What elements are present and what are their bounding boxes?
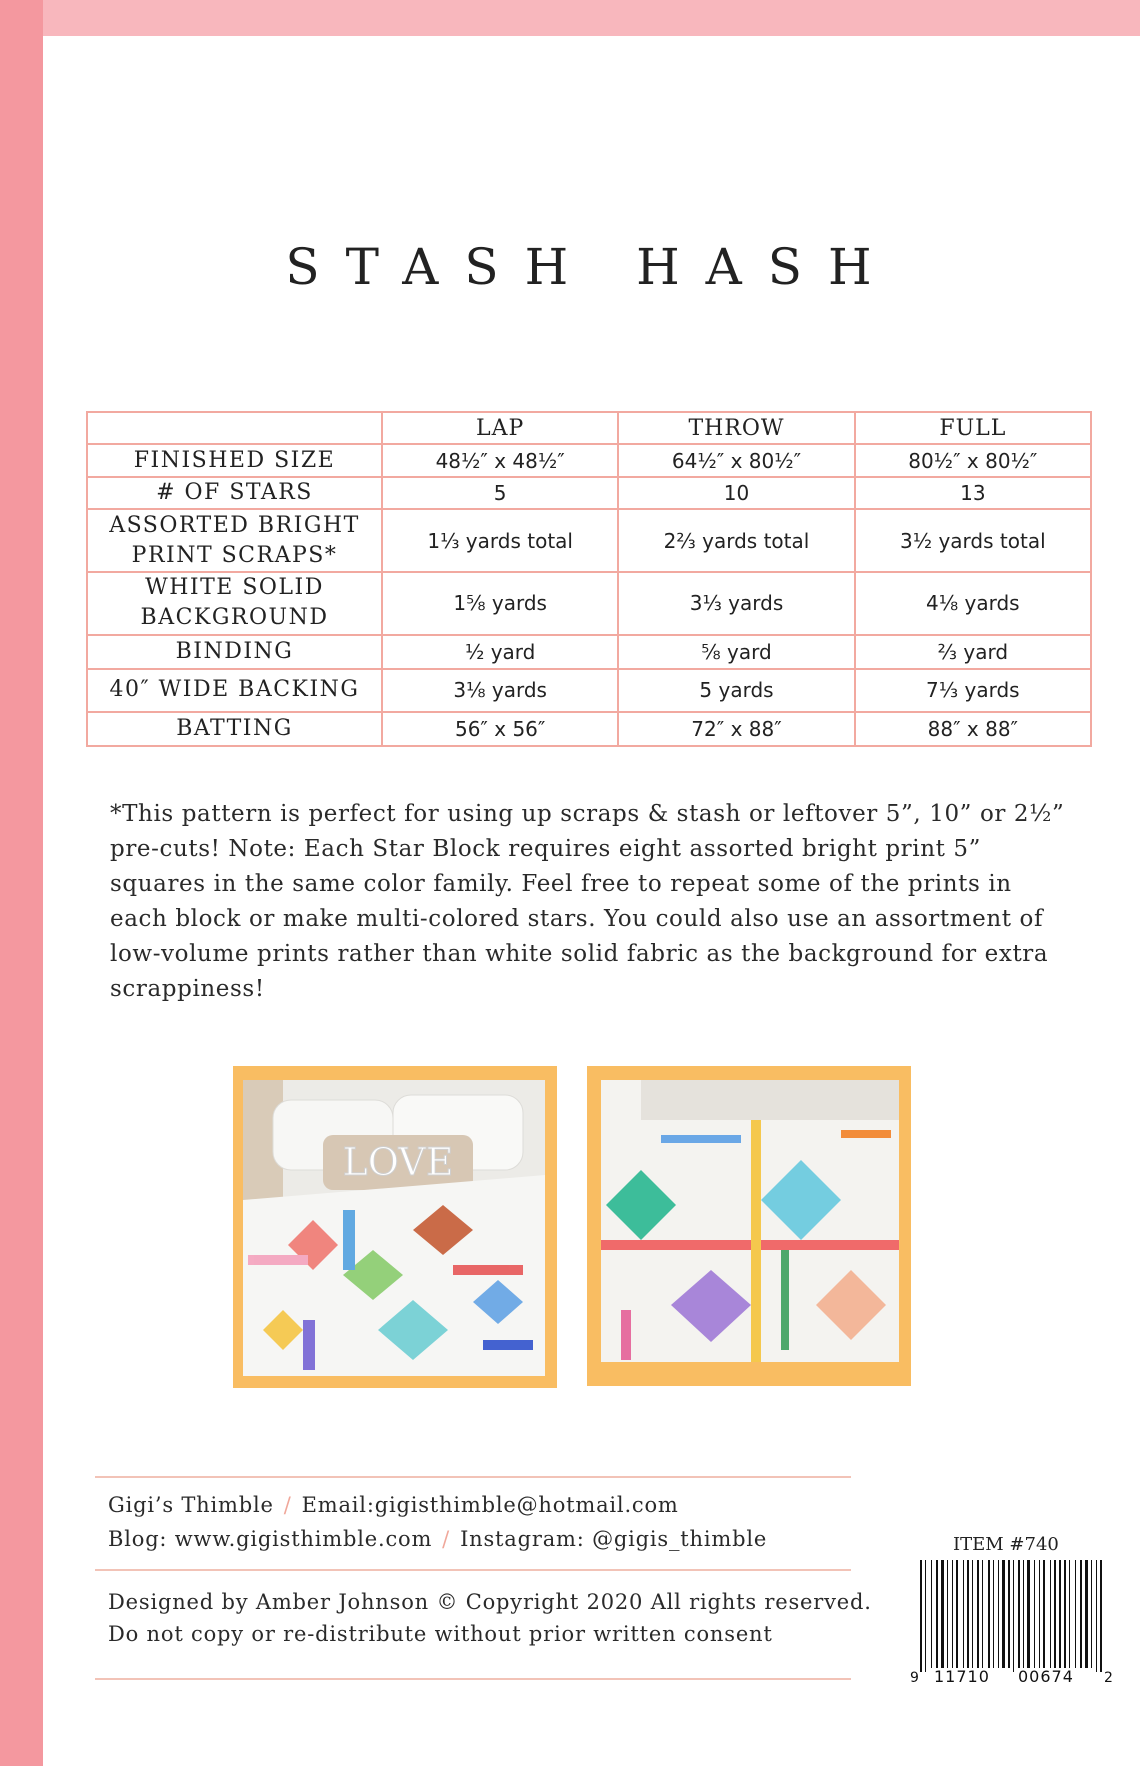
row-label: FINISHED SIZE xyxy=(87,444,382,476)
footer-separator: / xyxy=(442,1527,451,1551)
table-cell: 13 xyxy=(855,477,1091,509)
barcode-bar xyxy=(941,1560,944,1672)
footer-rule-bottom xyxy=(95,1678,851,1680)
barcode-bar xyxy=(1008,1560,1010,1672)
barcode-bar xyxy=(1080,1560,1082,1672)
barcode-bar xyxy=(963,1560,964,1672)
table-cell: 72″ x 88″ xyxy=(618,712,854,746)
table-cell: 3½ yards total xyxy=(855,509,1091,572)
blog-text: Blog: www.gigisthimble.com xyxy=(108,1527,433,1551)
barcode-bar xyxy=(977,1560,979,1672)
barcode-bar xyxy=(993,1560,994,1672)
table-row xyxy=(87,509,1091,572)
table-cell: 88″ x 88″ xyxy=(855,712,1091,746)
barcode-bar xyxy=(1075,1560,1076,1672)
row-label: 40″ WIDE BACKING xyxy=(87,669,382,712)
pillow-love-text: LOVE xyxy=(342,1140,454,1184)
pattern-note: *This pattern is perfect for using up scraps & stash or leftover 5”, 10” or 2½” pre-cuts! Note: Each Star Block requires eight assorted bright print 5” squares in the same color family. Feel free to repeat some of the prints in each block or make multi-colored stars. You could also use an assortment of low-volume prints rather than white solid fabric as the background for extra scrappiness! xyxy=(110,801,1065,1002)
table-row xyxy=(87,477,1091,509)
table-cell: 3⅛ yards xyxy=(382,669,618,712)
quilt-photo-left-frame xyxy=(233,1066,557,1388)
barcode-bar xyxy=(1096,1560,1097,1672)
footer-contact-line-2 xyxy=(108,1527,767,1551)
barcode-bar xyxy=(920,1560,922,1672)
barcode-bar xyxy=(1064,1560,1066,1672)
quilt-photo-left xyxy=(243,1080,545,1376)
copyright-line: Designed by Amber Johnson © Copyright 2020 All rights reserved. xyxy=(108,1590,872,1614)
barcode-bar xyxy=(1100,1560,1102,1672)
barcode-bar xyxy=(1023,1560,1024,1672)
barcode-bar xyxy=(1059,1560,1061,1672)
barcode-bar xyxy=(1034,1560,1035,1672)
table-cell: ⅝ yard xyxy=(618,635,854,669)
barcode-bar xyxy=(967,1560,969,1672)
footer-contact-line-1 xyxy=(108,1493,679,1517)
table-cell: 4⅛ yards xyxy=(855,572,1091,635)
barcode-bar xyxy=(972,1560,973,1672)
table-cell: 7⅓ yards xyxy=(855,669,1091,712)
table-cell: 1⅓ yards total xyxy=(382,509,618,572)
email-text: Email:gigisthimble@hotmail.com xyxy=(301,1493,679,1517)
barcode-digit-left: 9 xyxy=(910,1670,919,1686)
pattern-title: STASH HASH xyxy=(285,238,898,296)
row-label: BINDING xyxy=(87,635,382,669)
table-cell: 5 yards xyxy=(618,669,854,712)
table-cell: 80½″ x 80½″ xyxy=(855,444,1091,476)
table-row xyxy=(87,572,1091,635)
barcode-digit-right: 2 xyxy=(1104,1670,1113,1686)
barcode-bar xyxy=(1039,1560,1040,1672)
row-label: ASSORTED BRIGHT PRINT SCRAPS* xyxy=(87,509,382,572)
table-header-throw: THROW xyxy=(618,412,854,444)
barcode-bar xyxy=(931,1560,932,1672)
table-row xyxy=(87,669,1091,712)
quilt-photo-left-illustration xyxy=(243,1080,545,1376)
table-cell: 10 xyxy=(618,477,854,509)
brand-name: Gigi’s Thimble xyxy=(108,1493,274,1517)
table-cell: 56″ x 56″ xyxy=(382,712,618,746)
table-cell: 3⅓ yards xyxy=(618,572,854,635)
barcode-bar xyxy=(988,1560,990,1672)
barcode-bar xyxy=(1050,1560,1051,1672)
footer-separator: / xyxy=(283,1493,292,1517)
quilt-photo-right-frame xyxy=(587,1066,911,1386)
table-header-row xyxy=(87,412,1091,444)
table-cell: ⅔ yard xyxy=(855,635,1091,669)
barcode-bar xyxy=(952,1560,953,1672)
barcode-bar xyxy=(936,1560,938,1672)
row-label: BATTING xyxy=(87,712,382,746)
barcode-bar xyxy=(982,1560,983,1672)
table-cell: 64½″ x 80½″ xyxy=(618,444,854,476)
left-color-band xyxy=(0,0,43,1766)
table-header-lap: LAP xyxy=(382,412,618,444)
barcode-bar xyxy=(1027,1560,1030,1672)
barcode-bar xyxy=(1002,1560,1005,1672)
barcode-bar xyxy=(1069,1560,1070,1672)
barcode-digits-group-1: 11710 xyxy=(934,1667,990,1686)
top-color-band xyxy=(0,0,1140,36)
row-label: # OF STARS xyxy=(87,477,382,509)
barcode-bar xyxy=(1043,1560,1045,1672)
barcode-bar xyxy=(1018,1560,1020,1672)
fabric-requirements-table xyxy=(86,411,1092,747)
barcode xyxy=(908,1560,1116,1690)
barcode-bar xyxy=(947,1560,948,1672)
footer-rule-middle xyxy=(95,1569,851,1571)
barcode-digits-group-2: 00674 xyxy=(1018,1667,1074,1686)
quilt-photo-right-illustration xyxy=(601,1080,899,1362)
quilt-photo-right xyxy=(601,1080,899,1362)
table-cell: ½ yard xyxy=(382,635,618,669)
table-cell: 2⅔ yards total xyxy=(618,509,854,572)
item-number: ITEM #740 xyxy=(953,1534,1059,1555)
barcode-bar xyxy=(1085,1560,1088,1672)
table-cell: 1⅝ yards xyxy=(382,572,618,635)
table-row xyxy=(87,712,1091,746)
footer-rule-top xyxy=(95,1476,851,1478)
table-cell: 48½″ x 48½″ xyxy=(382,444,618,476)
barcode-bar xyxy=(925,1560,926,1672)
barcode-bar xyxy=(1054,1560,1056,1672)
barcode-bar xyxy=(1013,1560,1014,1672)
table-cell: 5 xyxy=(382,477,618,509)
table-header-blank xyxy=(87,412,382,444)
barcode-bar xyxy=(956,1560,958,1672)
table-row xyxy=(87,635,1091,669)
table-header-full: FULL xyxy=(855,412,1091,444)
barcode-bar xyxy=(1091,1560,1092,1672)
barcode-bar xyxy=(998,1560,999,1672)
copy-notice-line: Do not copy or re-distribute without prior written consent xyxy=(108,1622,773,1646)
table-row xyxy=(87,444,1091,476)
row-label: WHITE SOLID BACKGROUND xyxy=(87,572,382,635)
instagram-text: Instagram: @gigis_thimble xyxy=(460,1527,768,1551)
